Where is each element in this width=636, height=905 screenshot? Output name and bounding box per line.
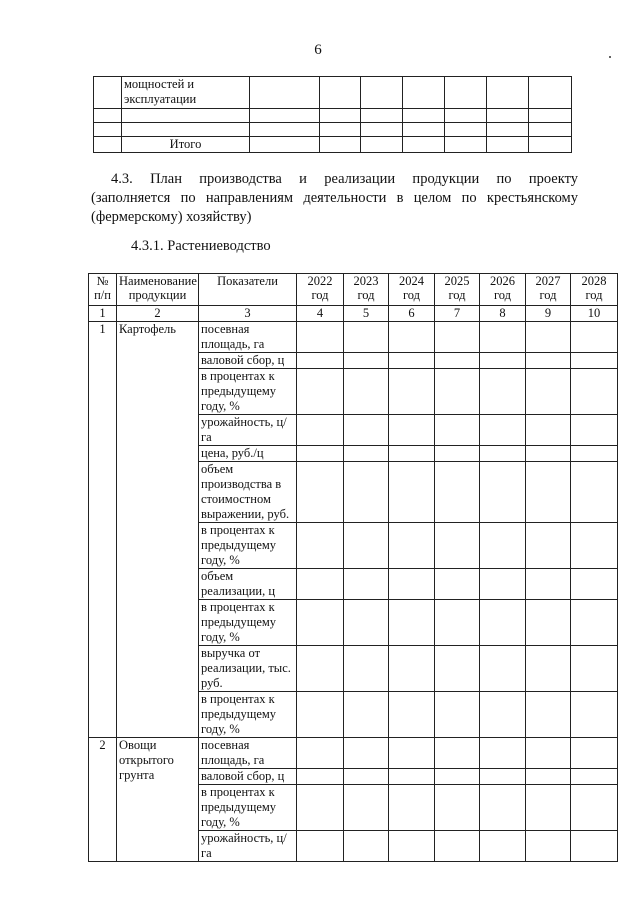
top-row-name: мощностей и эксплуатации: [122, 77, 250, 109]
indicator: в процентах к предыдущему году, %: [199, 369, 297, 415]
scan-dot: [609, 56, 611, 58]
header-year: 2022 год: [297, 274, 344, 306]
table-row: [89, 322, 618, 353]
indicator: объем реализации, ц: [199, 569, 297, 600]
top-table-row: [94, 109, 572, 123]
product-name: Овощи открытого грунта: [117, 738, 199, 862]
header-num: № п/п: [89, 274, 117, 306]
indicator: объем производства в стоимостном выражении, руб.: [199, 462, 297, 523]
indicator: валовой сбор, ц: [199, 353, 297, 369]
top-table-row: [94, 137, 572, 153]
table-row: [89, 738, 618, 769]
indicator: в процентах к предыдущему году, %: [199, 785, 297, 831]
header-year: 2025 год: [435, 274, 480, 306]
header-year: 2028 год: [571, 274, 618, 306]
indicator: посевная площадь, га: [199, 322, 297, 353]
header-year: 2023 год: [344, 274, 389, 306]
indicator: выручка от реализации, тыс. руб.: [199, 646, 297, 692]
subsection-heading: 4.3.1. Растениеводство: [131, 238, 271, 254]
indicator: в процентах к предыдущему году, %: [199, 692, 297, 738]
indicator: посевная площадь, га: [199, 738, 297, 769]
top-table-row: [94, 123, 572, 137]
table-header-row: [89, 274, 618, 306]
indicator: урожайность, ц/га: [199, 831, 297, 862]
header-year: 2024 год: [389, 274, 435, 306]
top-table: [93, 76, 572, 153]
page-number: 6: [314, 42, 322, 58]
section-heading-line1: 4.3. План производства и реализации продукции по проекту: [111, 171, 578, 187]
indicator: урожайность, ц/га: [199, 415, 297, 446]
total-label: Итого: [122, 137, 250, 153]
indicator: в процентах к предыдущему году, %: [199, 600, 297, 646]
product-name: Картофель: [117, 322, 199, 738]
header-product: Наименование продукции: [117, 274, 199, 306]
top-table-row: [94, 77, 572, 109]
column-number-row: 1 2 3 4 5 6 7 8 9 10: [89, 306, 618, 322]
indicator: валовой сбор, ц: [199, 769, 297, 785]
production-table: [88, 273, 618, 862]
indicator: цена, руб./ц: [199, 446, 297, 462]
indicator: в процентах к предыдущему году, %: [199, 523, 297, 569]
row-num: 1: [89, 322, 117, 738]
header-indicators: Показатели: [199, 274, 297, 306]
section-heading-rest: (заполняется по направлениям деятельности в целом по крестьянскому (фермерскому) хозяйству): [91, 190, 578, 225]
row-num: 2: [89, 738, 117, 862]
header-year: 2027 год: [526, 274, 571, 306]
header-year: 2026 год: [480, 274, 526, 306]
